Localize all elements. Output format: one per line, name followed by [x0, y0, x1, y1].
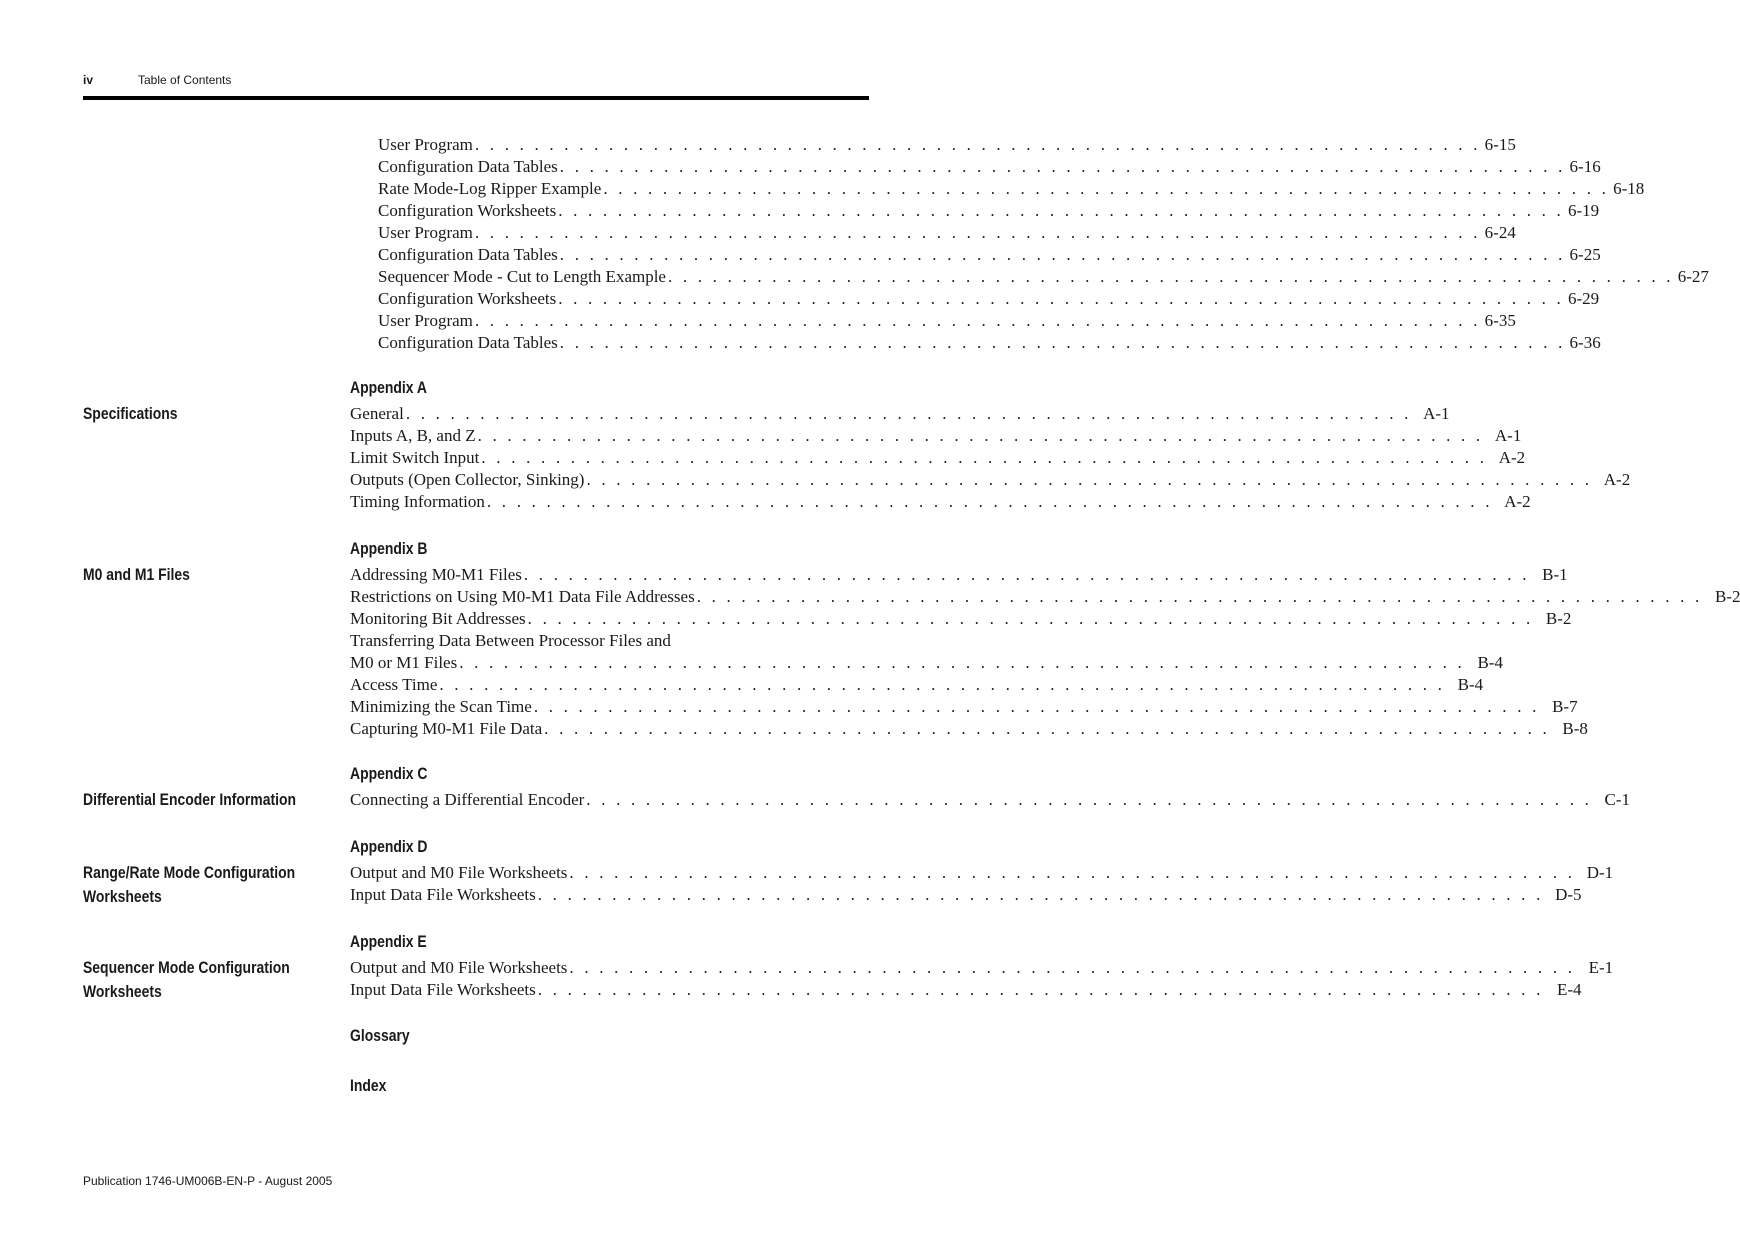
toc-entry-title: Access Time: [350, 675, 438, 694]
toc-entry-title: Capturing M0-M1 File Data: [350, 719, 543, 738]
toc-entry[interactable]: [350, 957, 1614, 979]
toc-entry[interactable]: [350, 403, 1450, 425]
toc-entry[interactable]: [378, 156, 1601, 178]
dot-leader: . . . . . . . . . . . . . . . . . . . . . . . . . . . . . . . . . . . . . . . . . . . . . . . . . . . . . . . . . . . . . . . . . . . .: [544, 719, 1550, 738]
appendix-title[interactable]: Sequencer Mode Configuration Worksheets: [83, 958, 290, 1001]
toc-entry[interactable]: [378, 244, 1601, 266]
dot-leader: . . . . . . . . . . . . . . . . . . . . . . . . . . . . . . . . . . . . . . . . . . . . . . . . . . . . . . . . . . . . . . . . . . . .: [558, 289, 1564, 308]
toc-entry-title: M0 or M1 Files: [350, 653, 458, 672]
dot-leader: . . . . . . . . . . . . . . . . . . . . . . . . . . . . . . . . . . . . . . . . . . . . . . . . . . . . . . . . . . . . . . . . . . . .: [559, 157, 1566, 176]
dot-leader: . . . . . . . . . . . . . . . . . . . . . . . . . . . . . . . . . . . . . . . . . . . . . . . . . . . . . . . . . . . . . . . . . . . .: [558, 201, 1564, 220]
dot-leader: . . . . . . . . . . . . . . . . . . . . . . . . . . . . . . . . . . . . . . . . . . . . . . . . . . . . . . . . . . . . . . . . . . . .: [559, 333, 1566, 352]
toc-entry[interactable]: [378, 288, 1600, 310]
appendix-title[interactable]: Specifications: [83, 404, 178, 423]
dot-leader: . . . . . . . . . . . . . . . . . . . . . . . . . . . . . . . . . . . . . . . . . . . . . . . . . . . . . . . . . . . . . . . . . . . .: [527, 609, 1534, 628]
toc-entry[interactable]: [350, 884, 1582, 906]
toc-entry[interactable]: [350, 862, 1614, 884]
toc-entry-title: Minimizing the Scan Time: [350, 697, 532, 716]
toc-entry-title: Input Data File Worksheets: [350, 980, 536, 999]
toc-entry-page: 6-24: [1484, 223, 1516, 242]
toc-entry-page: E-4: [1556, 980, 1582, 999]
toc-entry-continuation: Transferring Data Between Processor Files and: [350, 631, 671, 650]
toc-entry-title: Rate Mode-Log Ripper Example: [378, 179, 602, 198]
dot-leader: . . . . . . . . . . . . . . . . . . . . . . . . . . . . . . . . . . . . . . . . . . . . . . . . . . . . . . . . . . . . . . . . . . . .: [474, 311, 1481, 330]
dot-leader: . . . . . . . . . . . . . . . . . . . . . . . . . . . . . . . . . . . . . . . . . . . . . . . . . . . . . . . . . . . . . . . . . . . .: [569, 958, 1576, 977]
toc-entry[interactable]: [350, 425, 1522, 447]
toc-entry-page: B-4: [1477, 653, 1503, 672]
toc-entry-page: C-1: [1604, 790, 1631, 809]
appendix-label: Appendix C: [350, 764, 428, 783]
publication-footer: Publication 1746-UM006B-EN-P - August 2005: [83, 1174, 333, 1188]
toc-entry-title: User Program: [378, 223, 473, 242]
toc-entry-page: B-2: [1545, 609, 1572, 628]
toc-entry-title: Connecting a Differential Encoder: [350, 790, 585, 809]
dot-leader: . . . . . . . . . . . . . . . . . . . . . . . . . . . . . . . . . . . . . . . . . . . . . . . . . . . . . . . . . . . . . . . . . . . .: [559, 245, 1566, 264]
appendix-title[interactable]: Differential Encoder Information: [83, 790, 296, 809]
toc-entry-title: Output and M0 File Worksheets: [350, 958, 568, 977]
toc-entry-title: Limit Switch Input: [350, 448, 480, 467]
toc-entry-page: 6-36: [1569, 333, 1601, 352]
toc-entry-title: Configuration Worksheets: [378, 289, 557, 308]
toc-entry-title: Configuration Data Tables: [378, 157, 558, 176]
toc-entry-title: Outputs (Open Collector, Sinking): [350, 470, 585, 489]
toc-entry-page: 6-15: [1484, 135, 1516, 154]
appendix-label: Appendix E: [350, 932, 427, 951]
toc-entry-page: A-2: [1603, 470, 1631, 489]
toc-entry[interactable]: [378, 332, 1601, 354]
dot-leader: . . . . . . . . . . . . . . . . . . . . . . . . . . . . . . . . . . . . . . . . . . . . . . . . . . . . . . . . . . . . . . . . . . . .: [533, 697, 1540, 716]
dot-leader: . . . . . . . . . . . . . . . . . . . . . . . . . . . . . . . . . . . . . . . . . . . . . . . . . . . . . . . . . . . . . . . . . . . .: [537, 980, 1544, 999]
toc-entry[interactable]: [378, 310, 1516, 332]
toc-entry-page: B-8: [1562, 719, 1588, 738]
dot-leader: . . . . . . . . . . . . . . . . . . . . . . . . . . . . . . . . . . . . . . . . . . . . . . . . . . . . . . . . . . . . . . . . . . . .: [459, 653, 1465, 672]
toc-entry[interactable]: [350, 491, 1531, 513]
toc-entry[interactable]: [378, 134, 1516, 156]
toc-entry[interactable]: [350, 608, 1572, 630]
toc-entry-page: A-1: [1494, 426, 1522, 445]
toc-entry-page: 6-35: [1484, 311, 1516, 330]
toc-entry[interactable]: [378, 266, 1709, 288]
dot-leader: . . . . . . . . . . . . . . . . . . . . . . . . . . . . . . . . . . . . . . . . . . . . . . . . . . . . . . . . . . . . . . . . . . . .: [474, 223, 1481, 242]
toc-entry-page: A-1: [1423, 404, 1450, 423]
toc-entry[interactable]: [350, 652, 1503, 674]
toc-entry[interactable]: [350, 718, 1588, 740]
toc-entry[interactable]: [378, 222, 1516, 244]
appendix-label: Appendix A: [350, 378, 427, 397]
toc-entry-page: 6-25: [1569, 245, 1601, 264]
appendix-title[interactable]: M0 and M1 Files: [83, 565, 190, 584]
dot-leader: . . . . . . . . . . . . . . . . . . . . . . . . . . . . . . . . . . . . . . . . . . . . . . . . . . . . . . . . . . . . . . . . . . . .: [486, 492, 1493, 511]
toc-entry[interactable]: [350, 469, 1631, 491]
toc-entry-page: 6-16: [1569, 157, 1601, 176]
toc-entry[interactable]: [378, 178, 1645, 200]
dot-leader: . . . . . . . . . . . . . . . . . . . . . . . . . . . . . . . . . . . . . . . . . . . . . . . . . . . . . . . . . . . . . . . . . . . .: [537, 885, 1544, 904]
toc-entry-page: D-5: [1555, 885, 1582, 904]
appendix-label: Appendix B: [350, 539, 428, 558]
toc-entry-title: Configuration Data Tables: [378, 245, 558, 264]
toc-entry[interactable]: [350, 979, 1582, 1001]
toc-entry[interactable]: [350, 564, 1568, 586]
dot-leader: . . . . . . . . . . . . . . . . . . . . . . . . . . . . . . . . . . . . . . . . . . . . . . . . . . . . . . . . . . . . . . . . . . . .: [481, 448, 1488, 467]
dot-leader: . . . . . . . . . . . . . . . . . . . . . . . . . . . . . . . . . . . . . . . . . . . . . . . . . . . . . . . . . . . . . . . . . . . .: [439, 675, 1446, 694]
dot-leader: . . . . . . . . . . . . . . . . . . . . . . . . . . . . . . . . . . . . . . . . . . . . . . . . . . . . . . . . . . . . . . . . . . . .: [523, 565, 1530, 584]
toc-entry[interactable]: [378, 200, 1600, 222]
toc-entry-page: A-2: [1504, 492, 1531, 511]
header-rule: [83, 96, 869, 100]
toc-entry[interactable]: [350, 789, 1631, 811]
toc-entry-page: 6-29: [1567, 289, 1600, 308]
toc-entry-title: Restrictions on Using M0-M1 Data File Addresses: [350, 587, 695, 606]
appendix-title[interactable]: Range/Rate Mode Configuration Worksheets: [83, 863, 296, 906]
dot-leader: . . . . . . . . . . . . . . . . . . . . . . . . . . . . . . . . . . . . . . . . . . . . . . . . . . . . . . . . . . . . . . . . . . . .: [603, 179, 1610, 198]
toc-entry[interactable]: [350, 586, 1740, 608]
toc-entry-title: Configuration Data Tables: [378, 333, 558, 352]
toc-entry-page: B-1: [1542, 565, 1568, 584]
page-number: iv: [83, 73, 94, 87]
toc-entry-title: Configuration Worksheets: [378, 201, 557, 220]
toc-entry-title: Monitoring Bit Addresses: [350, 609, 526, 628]
toc-entry-title: User Program: [378, 311, 473, 330]
dot-leader: . . . . . . . . . . . . . . . . . . . . . . . . . . . . . . . . . . . . . . . . . . . . . . . . . . . . . . . . . . . . . . . . . . . .: [477, 426, 1484, 445]
toc-entry-page: A-2: [1498, 448, 1526, 467]
index-heading[interactable]: Index: [350, 1076, 387, 1095]
toc-entry-page: E-1: [1588, 958, 1614, 977]
dot-leader: . . . . . . . . . . . . . . . . . . . . . . . . . . . . . . . . . . . . . . . . . . . . . . . . . . . . . . . . . . . . . . . . . . . .: [586, 470, 1593, 489]
toc-entry-title: User Program: [378, 135, 473, 154]
dot-leader: . . . . . . . . . . . . . . . . . . . . . . . . . . . . . . . . . . . . . . . . . . . . . . . . . . . . . . . . . . . . . . . . . . . .: [569, 863, 1576, 882]
toc-entry-title: Inputs A, B, and Z: [350, 426, 476, 445]
toc-entry[interactable]: [350, 447, 1526, 469]
toc-entry-page: D-1: [1586, 863, 1614, 882]
toc-entry[interactable]: [350, 674, 1484, 696]
glossary-heading[interactable]: Glossary: [350, 1026, 410, 1045]
toc-entry-page: 6-18: [1613, 179, 1645, 198]
dot-leader: . . . . . . . . . . . . . . . . . . . . . . . . . . . . . . . . . . . . . . . . . . . . . . . . . . . . . . . . . . . . . . . . . . . .: [474, 135, 1481, 154]
toc-entry-title: Addressing M0-M1 Files: [350, 565, 522, 584]
toc-entry-page: 6-27: [1677, 267, 1709, 286]
header-title: Table of Contents: [138, 73, 232, 87]
appendix-label: Appendix D: [350, 837, 428, 856]
toc-entry-page: B-2: [1714, 587, 1740, 606]
toc-entry-title: Timing Information: [350, 492, 485, 511]
toc-entry-title: Output and M0 File Worksheets: [350, 863, 568, 882]
dot-leader: . . . . . . . . . . . . . . . . . . . . . . . . . . . . . . . . . . . . . . . . . . . . . . . . . . . . . . . . . . . . . . . . . . . .: [586, 790, 1593, 809]
toc-entry-page: B-4: [1457, 675, 1484, 694]
toc-entry-title: Input Data File Worksheets: [350, 885, 536, 904]
toc-entry-page: B-7: [1552, 697, 1578, 716]
toc-entry[interactable]: [350, 696, 1578, 718]
running-header: [83, 73, 869, 91]
dot-leader: . . . . . . . . . . . . . . . . . . . . . . . . . . . . . . . . . . . . . . . . . . . . . . . . . . . . . . . . . . . . . . . . . . . .: [696, 587, 1703, 606]
toc-entry-page: 6-19: [1567, 201, 1600, 220]
dot-leader: . . . . . . . . . . . . . . . . . . . . . . . . . . . . . . . . . . . . . . . . . . . . . . . . . . . . . . . . . . . . . . . . . . . .: [405, 404, 1412, 423]
toc-entry-title: General: [350, 404, 404, 423]
dot-leader: . . . . . . . . . . . . . . . . . . . . . . . . . . . . . . . . . . . . . . . . . . . . . . . . . . . . . . . . . . . . . . . . . . . .: [667, 267, 1674, 286]
toc-entry-title: Sequencer Mode - Cut to Length Example: [378, 267, 666, 286]
